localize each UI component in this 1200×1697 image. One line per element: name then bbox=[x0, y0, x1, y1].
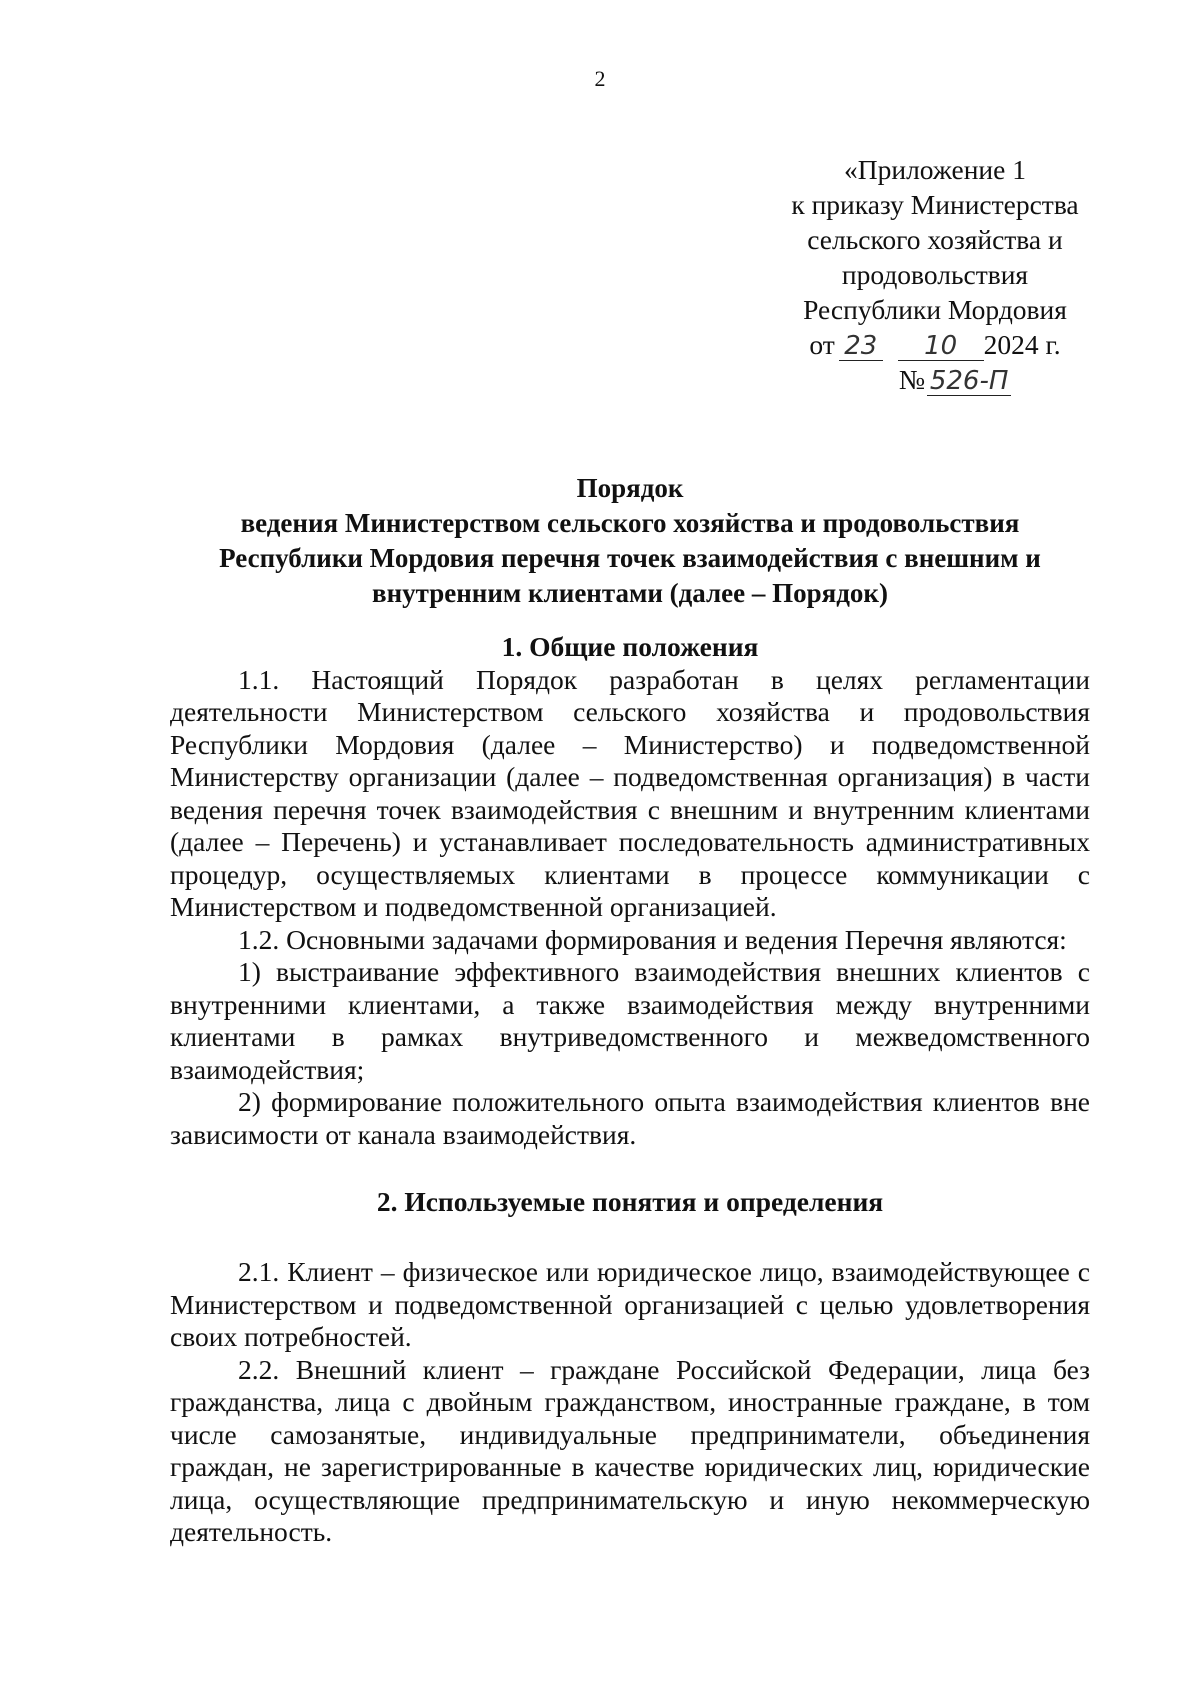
title-line-1: Порядок bbox=[576, 473, 684, 503]
date-year: 2024 г. bbox=[983, 329, 1061, 360]
section-definitions bbox=[170, 1256, 1090, 1549]
page-number: 2 bbox=[594, 66, 606, 91]
document-title bbox=[170, 471, 1090, 611]
title-line-4: внутренним клиентами (далее – Порядок) bbox=[372, 578, 888, 608]
approval-number-line bbox=[720, 362, 1150, 397]
date-day: 23 bbox=[839, 332, 883, 361]
number-prefix: № bbox=[898, 364, 926, 395]
paragraph-1-2: 1.2. Основными задачами формирования и ведения Перечня являются: bbox=[238, 923, 1067, 955]
order-number: 526-П bbox=[927, 367, 1011, 396]
paragraph-2-1: 2.1. Клиент – физическое или юридическое лицо, взаимодействующее с Министерством и подведомственной организацией с целью удовлетворения своих потребностей. bbox=[170, 1256, 1090, 1352]
approval-line-1: «Приложение 1 bbox=[844, 154, 1026, 185]
section-2-heading: 2. Используемые понятия и определения bbox=[376, 1186, 884, 1217]
paragraph-1-2-item-1: 1) выстраивание эффективного взаимодействия внешних клиентов с внутренними клиентами, а также взаимодействия между внутренними клиентами в рамках внутриведомственного и межведомственного взаимодействия; bbox=[170, 956, 1090, 1085]
paragraph-2-2: 2.2. Внешний клиент – граждане Российской Федерации, лица без гражданства, лица с двойным гражданством, иностранные граждане, в том числе самозанятые, индивидуальные предприниматели, объединения граждан, не зарегистрированные в качестве юридических лиц, юридические лица, осуществляющие предпринимательскую и иную некоммерческую деятельность. bbox=[170, 1353, 1090, 1547]
approval-line-2: к приказу Министерства bbox=[791, 189, 1079, 220]
approval-line-4: продовольствия bbox=[841, 259, 1029, 290]
date-month: 10 bbox=[898, 332, 984, 361]
approval-line-3: сельского хозяйства и bbox=[807, 224, 1063, 255]
paragraph-1-2-item-2: 2) формирование положительного опыта взаимодействия клиентов вне зависимости от канала взаимодействия. bbox=[170, 1086, 1090, 1150]
section-general-provisions bbox=[170, 631, 1090, 1151]
paragraph-1-1: 1.1. Настоящий Порядок разработан в целях регламентации деятельности Министерством сельского хозяйства и продовольствия Республики Мордовия (далее – Министерство) и подведомственной Министерству организации (далее – подведомственная организация) в части ведения перечня точек взаимодействия с внешним и внутренним клиентами (далее – Перечень) и устанавливает последовательность административных процедур, осуществляемых клиентами в процессе коммуникации с Министерством и подведомственной организацией. bbox=[170, 663, 1090, 922]
title-line-3: Республики Мордовия перечня точек взаимодействия с внешним и bbox=[219, 543, 1041, 573]
section-1-heading: 1. Общие положения bbox=[501, 631, 759, 662]
section-2-heading-wrap bbox=[170, 1186, 1090, 1219]
approval-line-5: Республики Мордовия bbox=[803, 294, 1067, 325]
date-prefix: от bbox=[809, 329, 835, 360]
approval-date-line bbox=[720, 327, 1150, 362]
title-line-2: ведения Министерством сельского хозяйства и продовольствия bbox=[240, 508, 1020, 538]
approval-block bbox=[720, 152, 1150, 397]
